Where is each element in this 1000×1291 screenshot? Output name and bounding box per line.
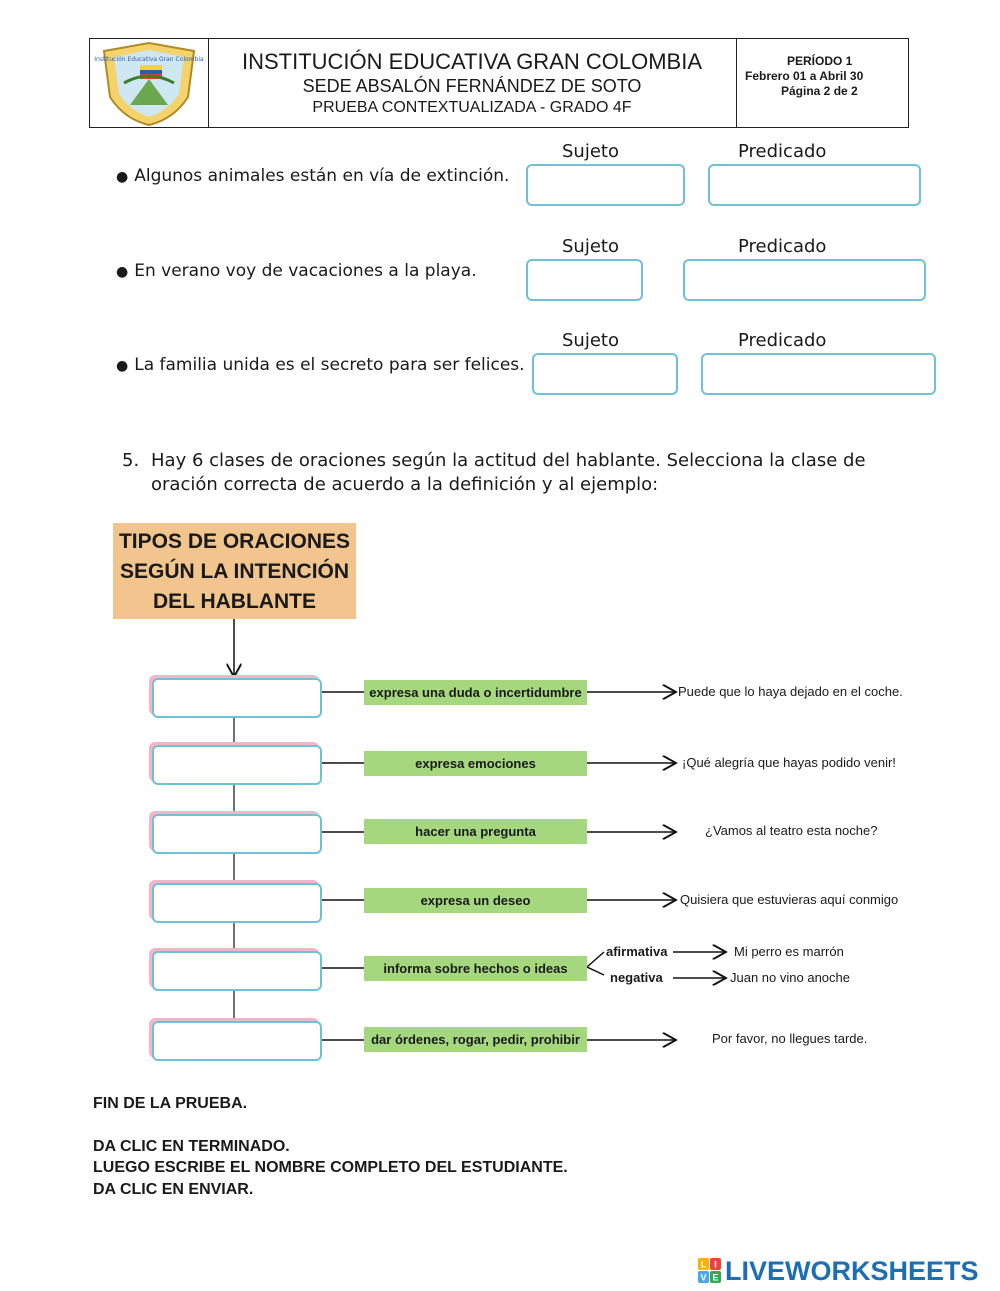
definition-label: expresa una duda o incertidumbre <box>364 680 587 705</box>
icon-letter: I <box>714 1259 717 1270</box>
predicado-label: Predicado <box>738 330 827 351</box>
brand-name: LIVEWORKSHEETS <box>725 1255 979 1286</box>
icon-letter: V <box>700 1272 707 1283</box>
period-label: PERÍODO 1 <box>787 54 853 68</box>
liveworksheets-logo[interactable] <box>697 1256 979 1286</box>
instruction-line-3: DA CLIC EN ENVIAR. <box>93 1181 254 1198</box>
icon-letter: L <box>700 1259 707 1270</box>
definition-label: informa sobre hechos o ideas <box>364 956 587 981</box>
sentence-text: Algunos animales están en vía de extinción. <box>134 166 510 186</box>
bullet-icon: ● <box>116 358 129 374</box>
branch-label-negativa: negativa <box>610 970 663 985</box>
example-text: Mi perro es marrón <box>734 944 844 959</box>
example-text: Quisiera que estuvieras aquí conmigo <box>680 892 899 907</box>
bullet-icon: ● <box>116 169 129 185</box>
definition-label: hacer una pregunta <box>364 819 587 844</box>
definition-label: expresa emociones <box>364 751 587 776</box>
sujeto-label: Sujeto <box>562 141 619 162</box>
sentence-type-input-1[interactable] <box>152 678 322 718</box>
sujeto-label: Sujeto <box>562 330 619 351</box>
example-text: Puede que lo haya dejado en el coche. <box>678 684 903 699</box>
sentence-type-input-5[interactable] <box>152 951 322 991</box>
sentence-text: La familia unida es el secreto para ser felices. <box>134 355 525 375</box>
page-number: Página 2 de 2 <box>781 84 858 98</box>
example-text: Por favor, no llegues tarde. <box>712 1031 868 1046</box>
question-number: 5. <box>122 450 140 471</box>
diagram-title-line: DEL HABLANTE <box>153 590 316 613</box>
example-text: ¿Vamos al teatro esta noche? <box>705 823 878 838</box>
fin-de-la-prueba: FIN DE LA PRUEBA. <box>93 1095 248 1112</box>
branch-label-afirmativa: afirmativa <box>606 944 668 959</box>
example-text: ¡Qué alegría que hayas podido venir! <box>682 755 896 770</box>
instruction-line-2: LUEGO ESCRIBE EL NOMBRE COMPLETO DEL ESTUDIANTE. <box>93 1159 568 1176</box>
example-text: Juan no vino anoche <box>730 970 850 985</box>
bullet-icon: ● <box>116 264 129 280</box>
prueba-name: PRUEBA CONTEXTUALIZADA - GRADO 4F <box>312 99 632 116</box>
sentence-text: En verano voy de vacaciones a la playa. <box>134 261 477 281</box>
sentence-type-input-6[interactable] <box>152 1021 322 1061</box>
diagram-title-line: TIPOS DE ORACIONES <box>118 530 351 553</box>
svg-text:Institución Educativa Gran Col: Institución Educativa Gran Colombia <box>94 56 204 63</box>
predicado-label: Predicado <box>738 141 827 162</box>
institution-name: INSTITUCIÓN EDUCATIVA GRAN COLOMBIA <box>241 49 702 74</box>
instruction-line-1: DA CLIC EN TERMINADO. <box>93 1138 290 1155</box>
icon-letter: E <box>712 1272 719 1283</box>
definition-label: expresa un deseo <box>364 888 587 913</box>
diagram-title-line: SEGÚN LA INTENCIÓN <box>119 560 350 583</box>
sentence-type-input-3[interactable] <box>152 814 322 854</box>
definition-label: dar órdenes, rogar, pedir, prohibir <box>364 1027 587 1052</box>
sentence-type-input-4[interactable] <box>152 883 322 923</box>
sede-name: SEDE ABSALÓN FERNÁNDEZ DE SOTO <box>302 76 642 96</box>
period-dates: Febrero 01 a Abril 30 <box>745 69 864 83</box>
sentence-type-input-2[interactable] <box>152 745 322 785</box>
predicado-label: Predicado <box>738 236 827 257</box>
question-text: Hay 6 clases de oraciones según la actitud del hablante. Selecciona la clase de oración correcta de acuerdo a la definición y al ejemplo: <box>151 450 866 495</box>
liveworksheets-icon <box>697 1257 723 1285</box>
sujeto-label: Sujeto <box>562 236 619 257</box>
